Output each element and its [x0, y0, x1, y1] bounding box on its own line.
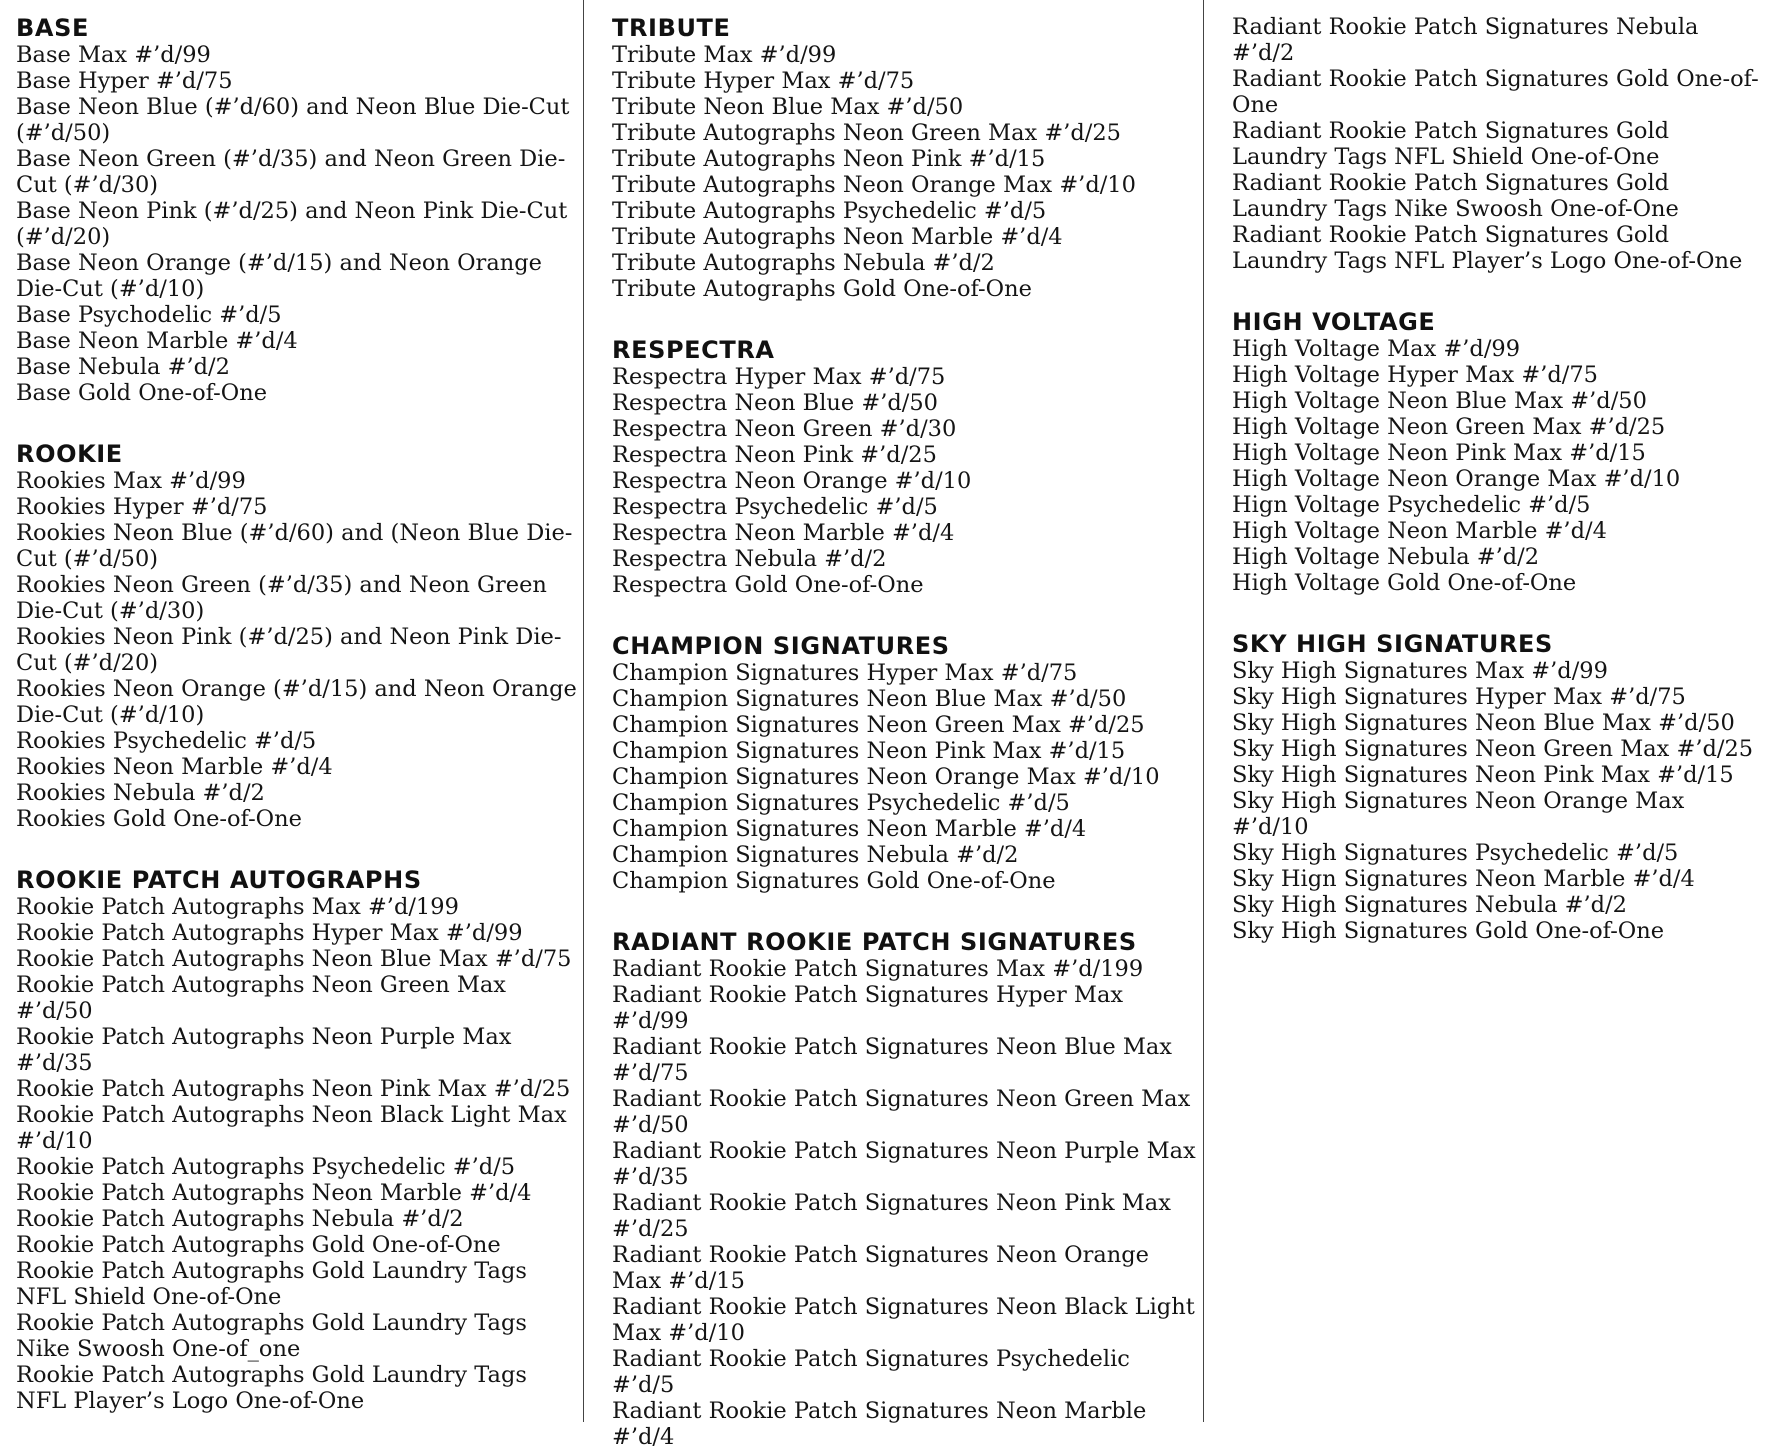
checklist-item: Sky High Signatures Hyper Max #’d/75 [1232, 684, 1686, 710]
section-heading: BASE [16, 14, 89, 42]
checklist-item: Champion Signatures Psychedelic #’d/5 [612, 790, 1070, 816]
checklist-section [16, 866, 579, 1414]
checklist-item: Rookie Patch Autographs Gold Laundry Tags NFL Shield One-of-One [16, 1258, 527, 1310]
checklist-item: Radiant Rookie Patch Signatures Neon Black Light Max #’d/10 [612, 1294, 1195, 1346]
checklist-item: Base Neon Blue (#’d/60) and Neon Blue Die-Cut (#’d/50) [16, 94, 570, 146]
checklist-item: Tribute Autographs Gold One-of-One [612, 276, 1032, 302]
checklist-item-list [612, 364, 1199, 598]
checklist-item: High Voltage Max #’d/99 [1232, 336, 1521, 362]
checklist-item: Rookies Neon Orange (#’d/15) and Neon Orange Die-Cut (#’d/10) [16, 676, 577, 728]
checklist-item: Base Max #’d/99 [16, 42, 211, 68]
checklist-item: Rookies Max #’d/99 [16, 468, 246, 494]
checklist-item: Hign Voltage Psychedelic #’d/5 [1232, 492, 1591, 518]
checklist-item: Tribute Hyper Max #’d/75 [612, 68, 915, 94]
checklist-item: Rookie Patch Autographs Neon Green Max #’d/50 [16, 972, 506, 1024]
checklist-item: Rookies Neon Pink (#’d/25) and Neon Pink Die-Cut (#’d/20) [16, 624, 562, 676]
section-heading: CHAMPION SIGNATURES [612, 632, 950, 660]
checklist-item: Tribute Autographs Neon Orange Max #’d/10 [612, 172, 1136, 198]
checklist-item: Tribute Neon Blue Max #’d/50 [612, 94, 964, 120]
checklist-item: Base Nebula #’d/2 [16, 354, 230, 380]
checklist-item: Respectra Hyper Max #’d/75 [612, 364, 946, 390]
checklist-item: Respectra Neon Pink #’d/25 [612, 442, 937, 468]
checklist-item: Radiant Rookie Patch Signatures Hyper Max #’d/99 [612, 982, 1124, 1034]
checklist-item: Champion Signatures Neon Green Max #’d/25 [612, 712, 1145, 738]
checklist-item: Radiant Rookie Patch Signatures Neon Pink Max #’d/25 [612, 1190, 1171, 1242]
checklist-item: Rookie Patch Autographs Neon Marble #’d/4 [16, 1180, 532, 1206]
checklist-item: Radiant Rookie Patch Signatures Neon Purple Max #’d/35 [612, 1138, 1196, 1190]
checklist-item: Radiant Rookie Patch Signatures Neon Blue Max #’d/75 [612, 1034, 1172, 1086]
checklist-item-list [16, 894, 579, 1414]
checklist-item: Sky High Signatures Gold One-of-One [1232, 918, 1665, 944]
checklist-item: Sky Hign Signatures Neon Marble #’d/4 [1232, 866, 1695, 892]
checklist-item: Sky High Signatures Max #’d/99 [1232, 658, 1608, 684]
checklist-item: Rookie Patch Autographs Gold One-of-One [16, 1232, 501, 1258]
checklist-item-list [16, 468, 579, 832]
checklist-item: Rookies Hyper #’d/75 [16, 494, 268, 520]
checklist-item: Rookie Patch Autographs Neon Pink Max #’d/25 [16, 1076, 571, 1102]
section-heading: HIGH VOLTAGE [1232, 308, 1436, 336]
checklist-item: Rookies Neon Marble #’d/4 [16, 754, 333, 780]
checklist-item: Tribute Autographs Neon Pink #’d/15 [612, 146, 1046, 172]
checklist-item: Sky High Signatures Psychedelic #’d/5 [1232, 840, 1679, 866]
checklist-item-list [612, 42, 1199, 302]
checklist-item: Rookies Gold One-of-One [16, 806, 302, 832]
checklist-item: Radiant Rookie Patch Signatures Neon Orange Max #’d/15 [612, 1242, 1149, 1294]
checklist-item: Sky High Signatures Neon Pink Max #’d/15 [1232, 762, 1734, 788]
section-heading: SKY HIGH SIGNATURES [1232, 630, 1553, 658]
checklist-item: Rookie Patch Autographs Nebula #’d/2 [16, 1206, 464, 1232]
checklist-item: Rookie Patch Autographs Gold Laundry Tags NFL Player’s Logo One-of-One [16, 1362, 527, 1414]
checklist-item: Champion Signatures Neon Marble #’d/4 [612, 816, 1087, 842]
checklist-column-2 [583, 0, 1203, 1450]
checklist-item-list [1232, 336, 1766, 596]
section-heading: RESPECTRA [612, 336, 775, 364]
checklist-item: Champion Signatures Neon Orange Max #’d/10 [612, 764, 1160, 790]
checklist-item: Sky High Signatures Nebula #’d/2 [1232, 892, 1627, 918]
checklist-item: Rookies Nebula #’d/2 [16, 780, 265, 806]
section-heading: ROOKIE PATCH AUTOGRAPHS [16, 866, 422, 894]
checklist-item: Base Hyper #’d/75 [16, 68, 233, 94]
checklist-item: Rookie Patch Autographs Hyper Max #’d/99 [16, 920, 523, 946]
checklist-item: Sky High Signatures Neon Blue Max #’d/50 [1232, 710, 1735, 736]
checklist-section [16, 440, 579, 832]
checklist-item: Champion Signatures Neon Pink Max #’d/15 [612, 738, 1126, 764]
checklist-item: Base Neon Pink (#’d/25) and Neon Pink Die-Cut (#’d/20) [16, 198, 568, 250]
checklist-item: Rookies Neon Blue (#’d/60) and (Neon Blue Die-Cut (#’d/50) [16, 520, 573, 572]
checklist-item: Respectra Nebula #’d/2 [612, 546, 887, 572]
checklist-item: Base Neon Marble #’d/4 [16, 328, 298, 354]
checklist-item: Radiant Rookie Patch Signatures Nebula #’d/2 [1232, 14, 1699, 66]
checklist-item: Base Psychodelic #’d/5 [16, 302, 282, 328]
checklist-item: Rookies Neon Green (#’d/35) and Neon Green Die-Cut (#’d/30) [16, 572, 547, 624]
checklist-item: Sky High Signatures Neon Green Max #’d/25 [1232, 736, 1754, 762]
checklist-item: Tribute Max #’d/99 [612, 42, 837, 68]
checklist-item: Champion Signatures Gold One-of-One [612, 868, 1056, 894]
checklist-item: Tribute Autographs Nebula #’d/2 [612, 250, 995, 276]
checklist-item: Radiant Rookie Patch Signatures Gold Laundry Tags NFL Shield One-of-One [1232, 118, 1670, 170]
checklist-section [1232, 630, 1766, 944]
checklist-item: Radiant Rookie Patch Signatures Neon Green Max #’d/50 [612, 1086, 1191, 1138]
checklist-item: Respectra Neon Green #’d/30 [612, 416, 957, 442]
checklist-item: Radiant Rookie Patch Signatures Max #’d/199 [612, 956, 1144, 982]
section-heading: TRIBUTE [612, 14, 731, 42]
checklist-item: Tribute Autographs Psychedelic #’d/5 [612, 198, 1047, 224]
checklist-item: Radiant Rookie Patch Signatures Gold One-of-One [1232, 66, 1759, 118]
checklist-item-list [1232, 658, 1766, 944]
checklist-column-1 [0, 0, 583, 1422]
checklist-item: Rookies Psychedelic #’d/5 [16, 728, 317, 754]
checklist-item: Rookie Patch Autographs Neon Black Light Max #’d/10 [16, 1102, 567, 1154]
checklist-item: Respectra Psychedelic #’d/5 [612, 494, 938, 520]
checklist-item-list [1232, 14, 1766, 274]
checklist-item: Radiant Rookie Patch Signatures Neon Marble #’d/4 [612, 1398, 1147, 1450]
checklist-item: Radiant Rookie Patch Signatures Gold Laundry Tags Nike Swoosh One-of-One [1232, 170, 1679, 222]
checklist-item-list [612, 956, 1199, 1450]
checklist-section [612, 14, 1199, 302]
checklist-item: Base Neon Green (#’d/35) and Neon Green Die-Cut (#’d/30) [16, 146, 566, 198]
checklist-section [612, 632, 1199, 894]
checklist-item-list [16, 42, 579, 406]
checklist-item: Rookie Patch Autographs Gold Laundry Tags Nike Swoosh One-of_one [16, 1310, 527, 1362]
checklist-item: Rookie Patch Autographs Psychedelic #’d/5 [16, 1154, 516, 1180]
checklist-item: Champion Signatures Nebula #’d/2 [612, 842, 1019, 868]
checklist-item: High Voltage Neon Marble #’d/4 [1232, 518, 1607, 544]
checklist-item: Radiant Rookie Patch Signatures Psychedelic #’d/5 [612, 1346, 1130, 1398]
checklist-item: Respectra Neon Orange #’d/10 [612, 468, 972, 494]
checklist-section [1232, 14, 1766, 274]
section-heading: ROOKIE [16, 440, 123, 468]
checklist-item: Radiant Rookie Patch Signatures Gold Laundry Tags NFL Player’s Logo One-of-One [1232, 222, 1743, 274]
checklist-item: Champion Signatures Hyper Max #’d/75 [612, 660, 1078, 686]
checklist-item: Sky High Signatures Neon Orange Max #’d/10 [1232, 788, 1685, 840]
checklist-column-3 [1203, 0, 1770, 1422]
checklist-item: Rookie Patch Autographs Neon Purple Max #’d/35 [16, 1024, 512, 1076]
checklist-item: High Voltage Nebula #’d/2 [1232, 544, 1540, 570]
section-heading: RADIANT ROOKIE PATCH SIGNATURES [612, 928, 1137, 956]
checklist-section [1232, 308, 1766, 596]
checklist-section [612, 336, 1199, 598]
checklist-item: Rookie Patch Autographs Max #’d/199 [16, 894, 459, 920]
checklist-item: High Voltage Neon Blue Max #’d/50 [1232, 388, 1647, 414]
checklist-item: Champion Signatures Neon Blue Max #’d/50 [612, 686, 1127, 712]
checklist-item: Tribute Autographs Neon Marble #’d/4 [612, 224, 1063, 250]
checklist-item: Respectra Neon Blue #’d/50 [612, 390, 938, 416]
checklist-item: Respectra Neon Marble #’d/4 [612, 520, 955, 546]
checklist-item: High Voltage Neon Orange Max #’d/10 [1232, 466, 1681, 492]
checklist-item: High Voltage Neon Pink Max #’d/15 [1232, 440, 1646, 466]
checklist-item: Base Neon Orange (#’d/15) and Neon Orange Die-Cut (#’d/10) [16, 250, 542, 302]
checklist-item-list [612, 660, 1199, 894]
checklist-item: High Voltage Gold One-of-One [1232, 570, 1577, 596]
checklist-item: Rookie Patch Autographs Neon Blue Max #’d/75 [16, 946, 572, 972]
checklist-section [612, 928, 1199, 1450]
checklist-section [16, 14, 579, 406]
checklist-item: High Voltage Neon Green Max #’d/25 [1232, 414, 1666, 440]
checklist-item: Base Gold One-of-One [16, 380, 268, 406]
checklist-item: Respectra Gold One-of-One [612, 572, 924, 598]
checklist-item: Tribute Autographs Neon Green Max #’d/25 [612, 120, 1121, 146]
checklist-item: High Voltage Hyper Max #’d/75 [1232, 362, 1598, 388]
